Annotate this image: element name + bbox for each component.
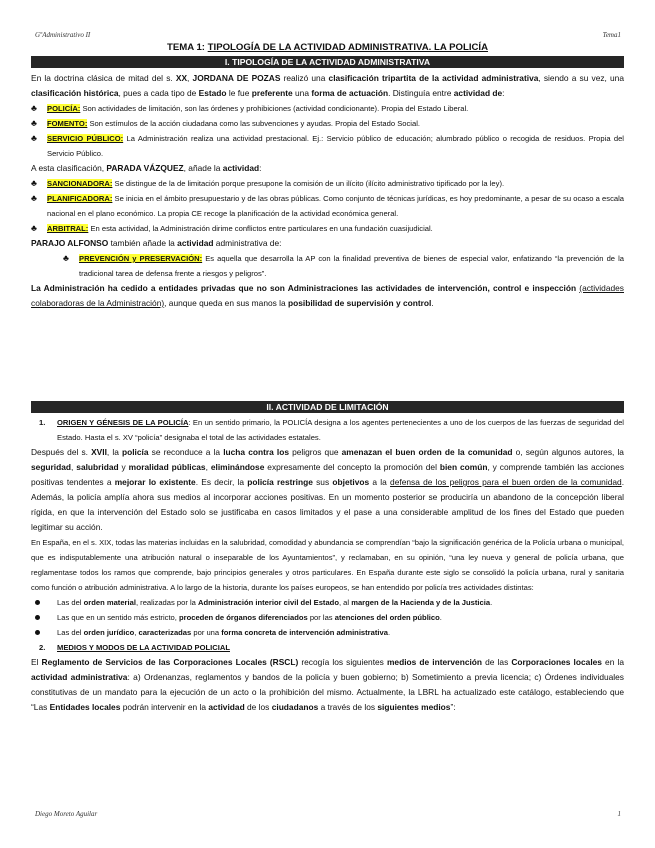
club-icon: ♣ [31, 178, 37, 188]
paragraph-parada: A esta clasificación, PARADA VÁZQUEZ, añade la actividad: [31, 163, 262, 173]
club-icon: ♣ [31, 103, 37, 113]
subsection-medios: 2. MEDIOS Y MODOS DE LA ACTIVIDAD POLICIAL [39, 643, 230, 652]
paragraph-parajo: PARAJO ALFONSO también añade la actividad administrativa de: [31, 238, 282, 248]
header-right: Tema1 [602, 31, 621, 39]
list-item-fomento: ♣ FOMENTO: Son estímulos de la acción ciudadana como las subvenciones y ayudas. Propia del Estado Social. [31, 116, 624, 131]
bullet-icon [35, 630, 40, 635]
paragraph-cedido: La Administración ha cedido a entidades privadas que no son Administraciones las actividades de intervención, control e inspección (actividades colaboradoras de la Administración), aunque queda en sus manos la posibilidad de supervisión y control. [31, 283, 624, 308]
paragraph-espana: En España, en el s. XIX, todas las materias incluidas en la salubridad, comodidad y abundancia se comprendían “bajo la significación genérica de la Policía urbana o municipal, que es indisputablemente una atribución natural o inseparable de los Ayuntamientos”, y reclamaban, en su opinión, “una ley nueva y general de policía urbana, que reglamentase todos los ramos que comprende, bajo principios generales y otros particulares. En España durante este siglo se consolidó la policía urbana, rural y sanitaria como función o atribución administrativa. A lo largo de la historia, durante los países europeos, se han entendido por policía tres actividades distintas: [31, 538, 624, 592]
page-title: TEMA 1: TIPOLOGÍA DE LA ACTIVIDAD ADMINISTRATIVA. LA POLICÍA [166, 42, 489, 53]
club-icon: ♣ [31, 223, 37, 233]
club-icon: ♣ [31, 193, 37, 203]
bullet-sentido-estricto: Las que en un sentido más estricto, proceden de órganos diferenciados por las atenciones del orden público. [31, 610, 624, 625]
list-item-servicio-publico: ♣ SERVICIO PÚBLICO: La Administración realiza una actividad prestacional. Ej.: Servicio público de educación; alumbrado público o recogida de residuos. Propia del Servicio Público. [31, 133, 624, 158]
header-left: GºAdministrativo II [35, 31, 91, 39]
paragraph-intro: En la doctrina clásica de mitad del s. XX, JORDANA DE POZAS realizó una clasificación tripartita de la actividad administrativa, siendo a su vez, una clasificación histórica, pues a cada tipo de Estado le fue preferente una forma de actuación. Distinguía entre actividad de: [31, 73, 624, 98]
club-icon: ♣ [31, 118, 37, 128]
paragraph-despues: Después del s. XVII, la policía se reconduce a la lucha contra los peligros que amenazan el buen orden de la comunidad o, según algunos autores, la seguridad, salubridad y moralidad públicas, eliminándose expresamente del concepto la promoción del bien común, y comprende también las acciones positivas tendentes a mejorar lo existente. Es decir, la policía restringe sus objetivos a la defensa de los peligros para el buen orden de la comunidad. Además, la policía amplía ahora sus medios al incorporar acciones positivas. En un momento posterior se produciría un abandono de la concepción liberal rígida, en que la intervención del Estado solo se justificaba en casos limitados y el pase a una considerable amplitud de los fines del Estado que pueden legitimar su acción. [31, 447, 625, 532]
list-item-sancionadora: ♣ SANCIONADORA: Se distingue de la de limitación porque presupone la comisión de un ilícito (ilícito administrativo tipificado por la ley). [31, 176, 624, 191]
page-number: 1 [617, 810, 621, 818]
section-2-bar: II. ACTIVIDAD DE LIMITACIÓN [31, 401, 624, 413]
list-item-policia: ♣ POLICÍA: Son actividades de limitación, son las órdenes y prohibiciones (actividad condicionante). Propia del Estado Liberal. [31, 101, 624, 116]
footer-author: Diego Moreto Aguilar [35, 810, 98, 818]
bullet-icon [35, 615, 40, 620]
list-item-arbitral: ♣ ARBITRAL: En esta actividad, la Administración dirime conflictos entre particulares en una fundación cuasijudicial. [31, 221, 624, 236]
list-item-prevencion: ♣ PREVENCIÓN y PRESERVACIÓN: Es aquella que desarrolla la AP con la finalidad preventiva de bienes de especial valor, enfatizando “la prevención de la tradicional tarea de defensa frente a riesgos y peligros”. [63, 253, 624, 278]
club-icon: ♣ [31, 133, 37, 143]
club-icon: ♣ [63, 253, 69, 263]
section-1-bar: I. TIPOLOGÍA DE LA ACTIVIDAD ADMINISTRATIVA [31, 56, 624, 68]
paragraph-rscl: El Reglamento de Servicios de las Corporaciones Locales (RSCL) recogía los siguientes medios de intervención de las Corporaciones locales en la actividad administrativa: a) Ordenanzas, reglamentos y bandos de la policía y buen gobierno; b) Sometimiento a previa licencia; c) Órdenes individuales constitutivas de un mandato para la ejecución de un acto o la prohibición del mismo. Actualmente, la LBRL ha actualizado este catálogo, estableciendo que “Las Entidades locales podrán intervenir en la actividad de los ciudadanos a través de los siguientes medios”: [31, 657, 624, 712]
section-2-content [31, 415, 624, 715]
list-item-planificadora: ♣ PLANIFICADORA: Se inicia en el ámbito presupuestario y de las obras públicas. Como conjunto de técnicas jurídicas, es hoy predominante, a pesar de su ocaso a escala nacional en el plano económico. La propia CE recoge la planificación de la actividad económica general. [31, 193, 624, 218]
bullet-orden-material: Las del orden material, realizadas por la Administración interior civil del Estado, al margen de la Hacienda y de la Justicia. [31, 595, 624, 610]
bullet-icon [35, 600, 40, 605]
section-1-content [31, 71, 624, 311]
subsection-origen: 1. ORIGEN Y GÉNESIS DE LA POLICÍA: En un sentido primario, la POLICÍA designa a los agentes pertenecientes a uno de los cuerpos de las fuerzas de seguridad del Estado. Hasta el s. XV “policía” designaba el total de las actividades estatales. [39, 418, 624, 442]
bullet-orden-juridico: Las del orden jurídico, caracterizadas por una forma concreta de intervención administrativa. [31, 625, 624, 640]
